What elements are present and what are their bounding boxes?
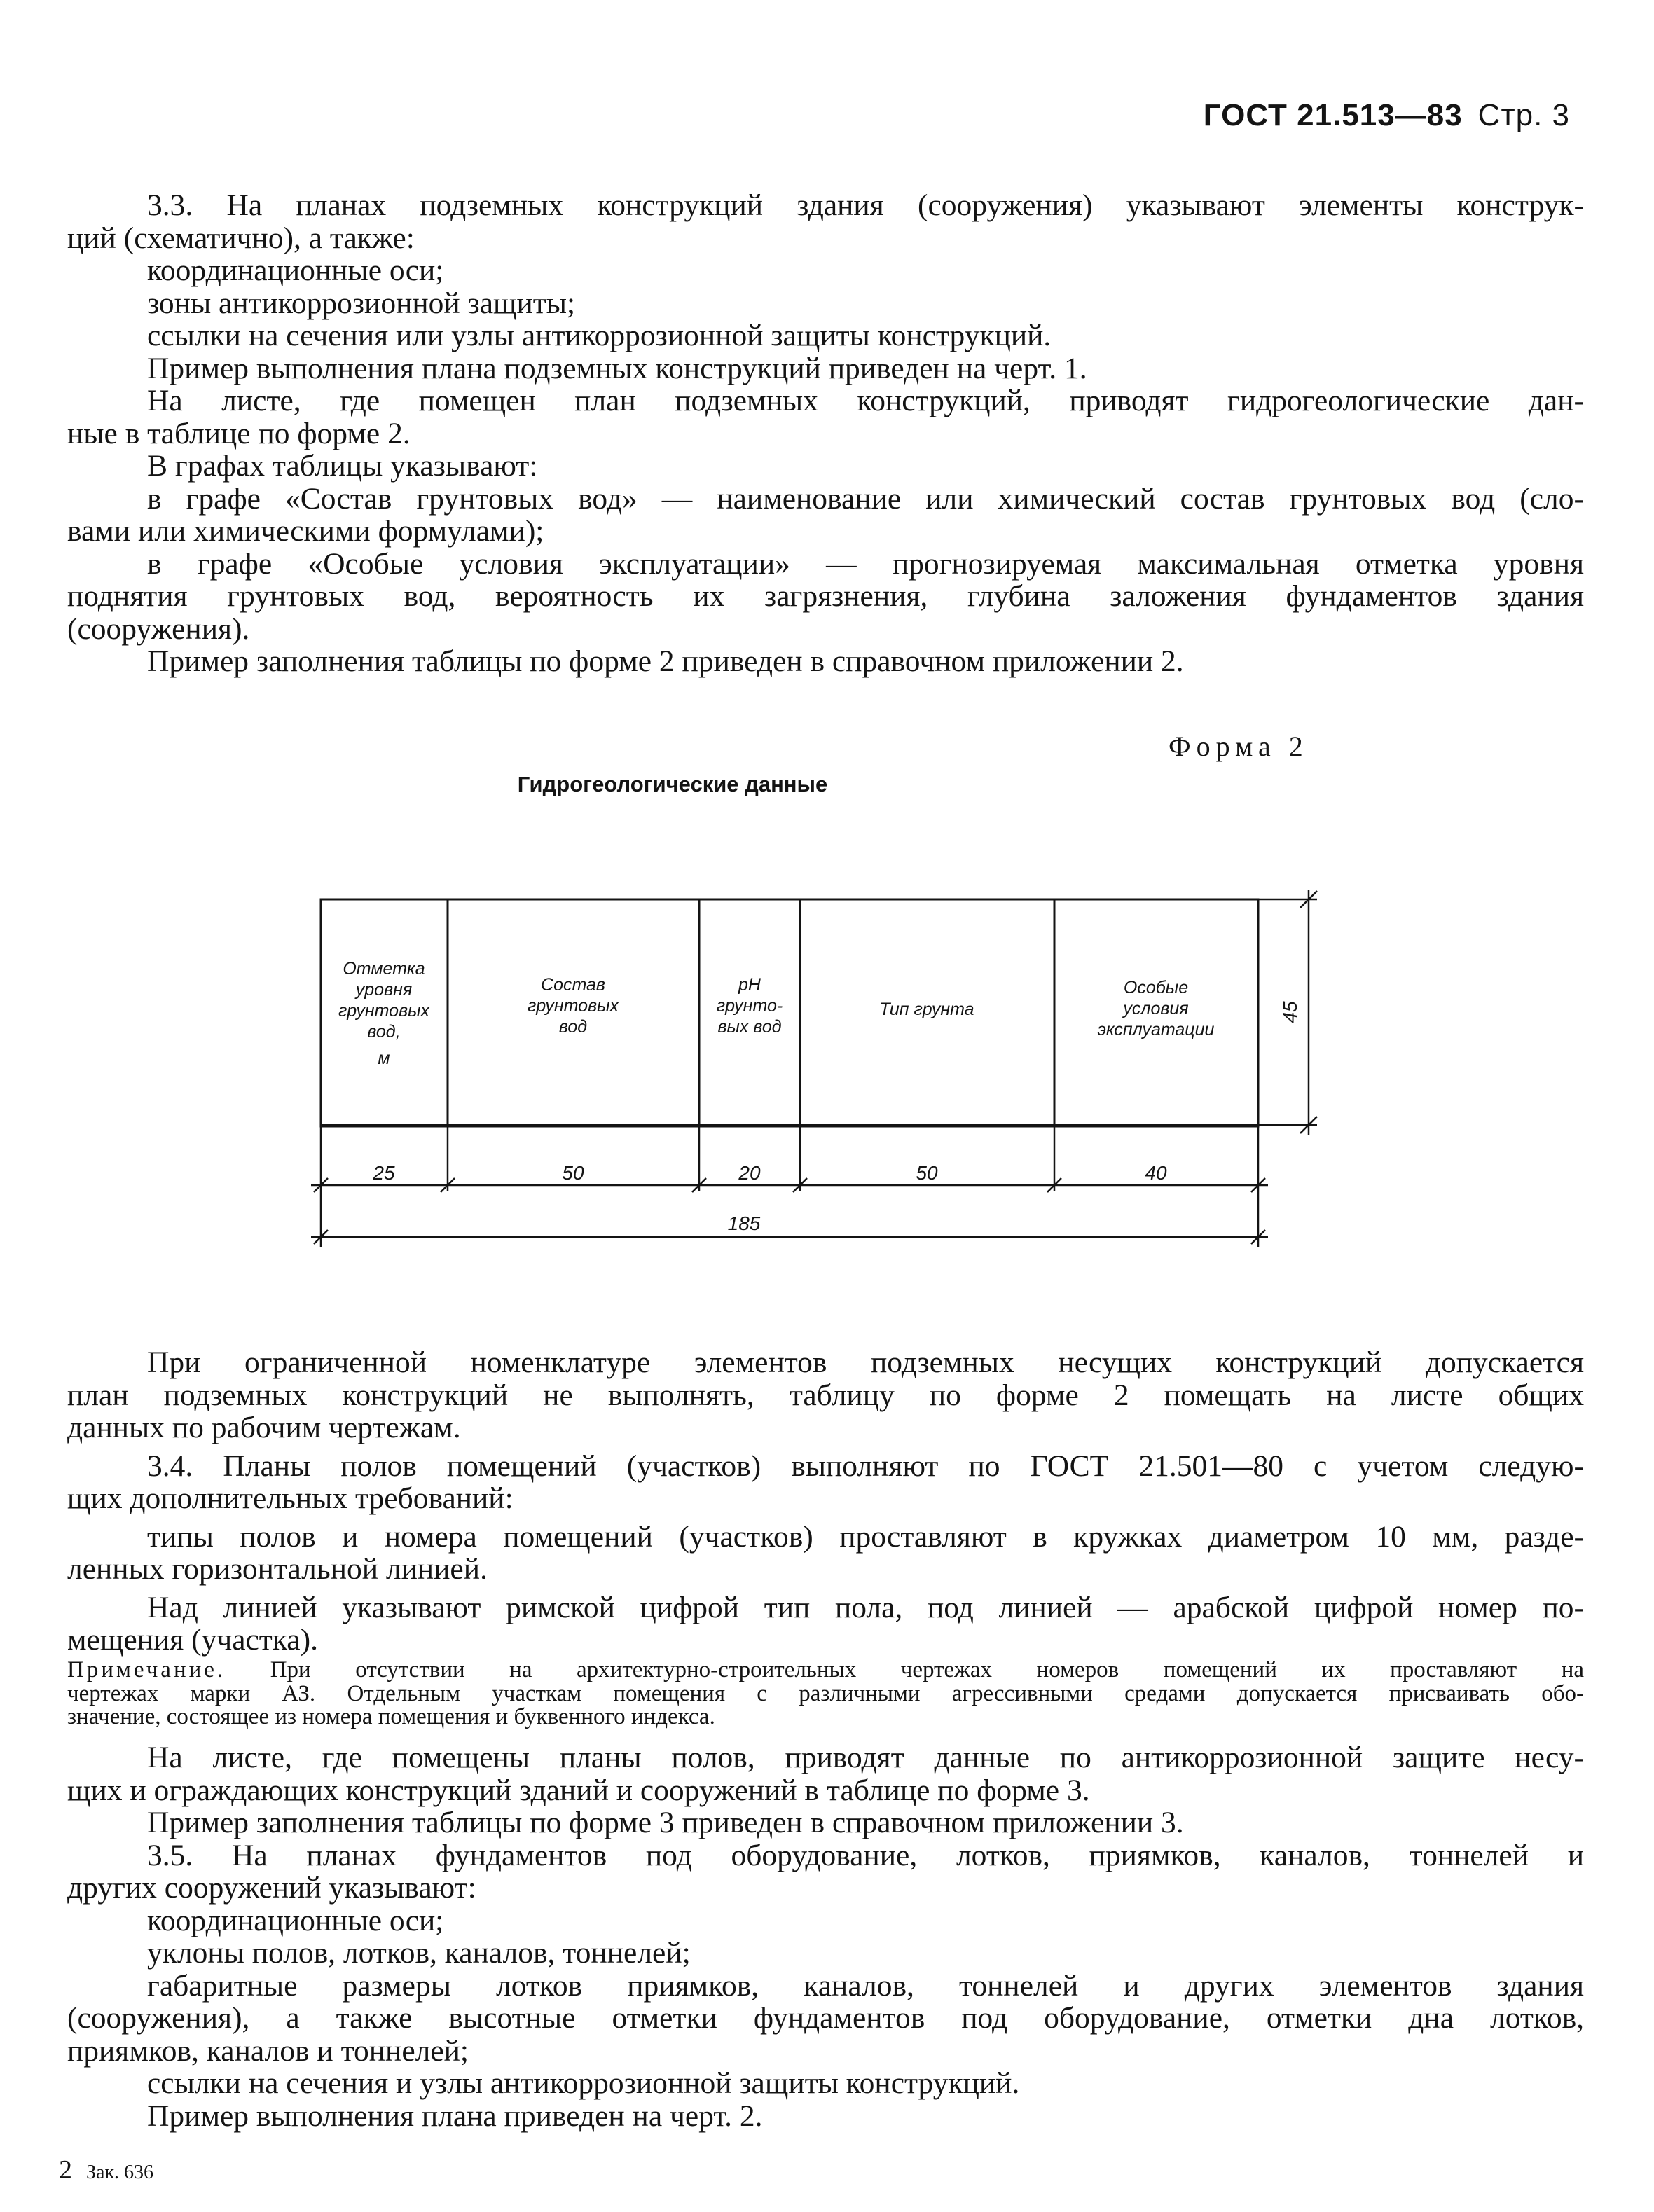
dim-col1: 25 [373,1162,395,1184]
dim-col5: 40 [1145,1162,1167,1184]
col1-line5: м [378,1049,390,1068]
text-line: Над линией указывают римской цифрой тип пола, под линией — арабской цифрой номер по- [147,1590,1584,1624]
text-line: Пример выполнения плана приведен на черт. 2. [147,2099,763,2133]
page-number: Стр. 3 [1477,98,1570,132]
text-line: При ограниченной номенклатуре элементов подземных несущих конструкций допускается [147,1346,1584,1379]
text-line: Пример выполнения плана подземных конструкций приведен на черт. 1. [147,351,1087,385]
text-line: данных по рабочим чертежам. [67,1411,461,1444]
text-line: (сооружения). [67,611,250,646]
text-line: На листе, где помещены планы полов, приводят данные по антикоррозионной защите несу- [147,1741,1584,1774]
text-line: приямков, каналов и тоннелей; [67,2033,469,2068]
text-line: 3.5. На планах фундаментов под оборудование, лотков, приямков, каналов, тоннелей и [147,1838,1584,1872]
text-line: координационные оси; [147,254,444,287]
note [67,1659,1584,1729]
text-line: На листе, где помещен план подземных конструкций, приводят гидрогеологические дан- [147,384,1584,417]
text-line: уклоны полов, лотков, каналов, тоннелей; [147,1936,691,1970]
form-label: Форма 2 [1169,731,1309,762]
text-line: габаритные размеры лотков приямков, каналов, тоннелей и других элементов здания [147,1968,1584,2003]
dim-height: 45 [1279,1001,1301,1023]
note-label: Примечание. [67,1657,226,1682]
col5-line1: Особые [1123,978,1189,997]
text-line: ные в таблице по форме 2. [67,416,411,450]
dim-total: 185 [727,1212,761,1234]
col5-line3: эксплуатации [1097,1020,1215,1039]
col3-line2: грунто- [716,996,783,1016]
dim-col4: 50 [916,1162,938,1184]
note-line-1: При отсутствии на архитектурно-строительных чертежах номеров помещений их проставляют на [270,1657,1585,1682]
text-line: щих и ограждающих конструкций зданий и сооружений в таблице по форме 3. [67,1773,1090,1807]
text-line: других сооружений указывают: [67,1871,476,1905]
col2-line2: грунтовых [527,996,619,1016]
text-line: вами или химическими формулами); [67,514,544,548]
footer-page-number: 2 [59,2155,72,2185]
table-frame [321,899,1258,1126]
standard-number: ГОСТ 21.513—83 [1203,98,1463,132]
col1-line1: Отметка [343,959,425,979]
text-line: В графах таблицы указывают: [147,449,538,483]
text-line: в графе «Особые условия эксплуатации» — прогнозируемая максимальная отметка уровня [147,546,1584,581]
note-line-3: значение, состоящее из номера помещения и буквенного индекса. [67,1704,715,1729]
col4-line1: Тип грунта [879,1000,974,1019]
col1-line2: уровня [355,980,413,1000]
text-line: план подземных конструкций не выполнять, таблицу по форме 2 помещать на листе общих [67,1378,1584,1412]
text-line: Пример заполнения таблицы по форме 2 приведен в справочном приложении 2. [147,644,1184,678]
col1-line4: вод, [367,1022,401,1042]
section-3-4 [67,1346,1584,1657]
col1-line3: грунтовых [338,1001,430,1021]
text-line: ций (схематично), а также: [67,221,415,255]
text-line: 3.3. На планах подземных конструкций здания (сооружения) указывают элементы конструк- [147,188,1584,222]
col2-line3: вод [558,1017,588,1037]
col3-line3: вых вод [717,1017,782,1037]
text-line: зоны антикоррозионной защиты; [147,286,576,320]
col5-line2: условия [1123,999,1189,1018]
note-line-2: чертежах марки АЗ. Отдельным участкам помещения с различными агрессивными средами допускается присваивать обо- [67,1680,1584,1706]
text-line: ленных горизонтальной линией. [67,1552,488,1586]
text-line: 3.4. Планы полов помещений (участков) выполняют по ГОСТ 21.501—80 с учетом следую- [147,1449,1584,1483]
table-title: Гидрогеологические данные [517,772,828,796]
text-line: ссылки на сечения и узлы антикоррозионной защиты конструкций. [147,2066,1020,2100]
text-line: щих дополнительных требований: [67,1481,514,1515]
page-footer [59,2155,153,2185]
text-line: типы полов и номера помещений (участков) проставляют в кружках диаметром 10 мм, разде- [147,1519,1584,1554]
text-line: поднятия грунтовых вод, вероятность их загрязнения, глубина заложения фундаментов здания [67,579,1584,613]
dim-col2: 50 [562,1162,584,1184]
dim-col3: 20 [738,1162,761,1184]
col3-line1: рН [738,975,761,995]
section-3-5 [67,1741,1584,2132]
text-line: в графе «Состав грунтовых вод» — наименование или химический состав грунтовых вод (сло- [147,481,1584,516]
footer-order: Зак. 636 [86,2162,154,2183]
text-line: мещения (участка). [67,1623,318,1657]
text-line: координационные оси; [147,1903,444,1937]
col2-line1: Состав [541,975,605,995]
text-line: Пример заполнения таблицы по форме 3 приведен в справочном приложении 3. [147,1806,1184,1839]
text-line: (сооружения), а также высотные отметки фундаментов под оборудование, отметки дна лотков, [67,2001,1584,2035]
text-line: ссылки на сечения или узлы антикоррозионной защиты конструкций. [147,319,1052,352]
